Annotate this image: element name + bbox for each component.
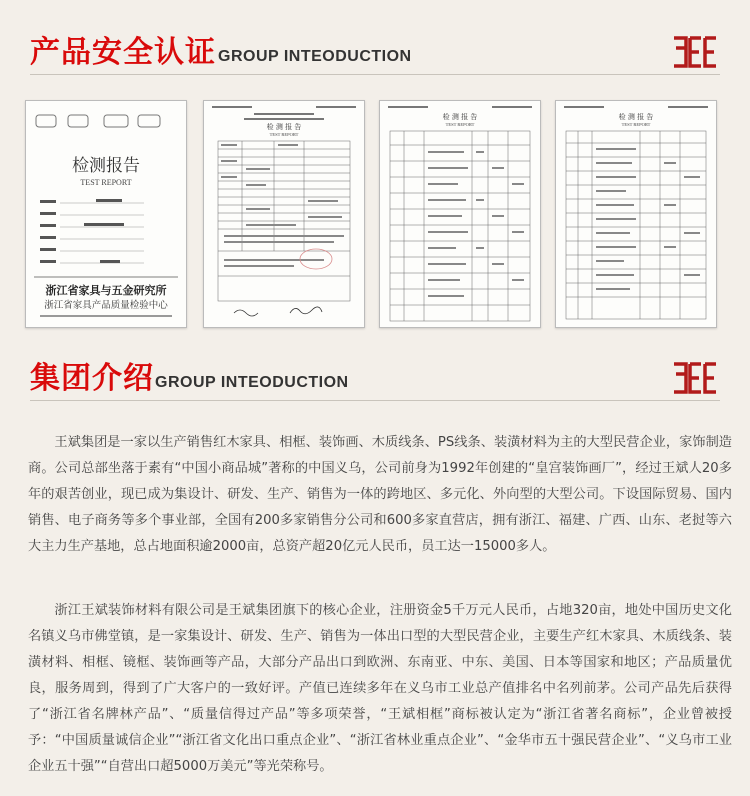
cover-center: 浙江省家具产品质量检验中心 bbox=[44, 300, 168, 311]
intro-paragraph-1: 王斌集团是一家以生产销售红木家具、相框、装饰画、木质线条、PS线条、装潢材料为主的大型民营企业，家饰制造商。公司总部坐落于素有“中国小商品城”著称的中国义乌，公司前身为1992年创建的“皇宫装饰画厂”，经过王斌人20多年的艰苦创业，现已成为集设计、研发、生产、销售为一体的跨地区、多元化、外向型的大型公司。下设国际贸易、国内销售、电子商务等多个事业部，全国有200多家销售分公司和600多家直营店，拥有浙江、福建、广西、山东、老挝等六大主力生产基地，总占地面积逾2000亩，总资产超20亿元人民币，员工达一15000多人。 bbox=[28, 435, 732, 554]
section-divider bbox=[30, 74, 720, 75]
brand-logo-icon bbox=[672, 360, 718, 396]
page-2-title-en: TEST REPORT bbox=[269, 132, 299, 137]
certificate-cover-graphic bbox=[26, 101, 186, 327]
section-title-cn: 产品安全认证 bbox=[30, 35, 216, 70]
certificate-cover[interactable] bbox=[25, 100, 187, 328]
section-divider bbox=[30, 400, 720, 401]
intro-paragraph-2: 浙江王斌装饰材料有限公司是王斌集团旗下的核心企业，注册资金5千万元人民币，占地320亩，地处中国历史文化名镇义乌市佛堂镇，是一家集设计、研发、生产、销售为一体出口型的大型民营企业，主要生产红木家具、木质线条、装潢材料、相框、镜框、装饰画等产品，大部分产品出口到欧洲、东南亚、中东、美国、日本等国家和地区；产品质量优良，服务周到，得到了广大客户的一致好评。产值已连续多年在义乌市工业总产值排名中名列前茅。公司产品先后获得了“浙江省名牌林产品”、“质量信得过产品”等多项荣誉，“王斌相框”商标被认定为“浙江省著名商标”，企业曾被授予：“中国质量诚信企业”“浙江省文化出口重点企业”、“浙江省林业重点企业”、“金华市五十强民营企业”、“义乌市工业企业五十强”“自营出口超5000万美元”等光荣称号。 bbox=[28, 603, 732, 774]
section-header-group-intro bbox=[0, 356, 750, 406]
page-4-title-en: TEST REPORT bbox=[621, 122, 651, 127]
certificate-gallery bbox=[25, 100, 725, 330]
cover-institute: 浙江省家具与五金研究所 bbox=[45, 284, 167, 297]
cover-title-en: TEST REPORT bbox=[80, 178, 132, 187]
brand-logo-icon bbox=[672, 34, 718, 70]
page-4-title-cn: 检 测 报 告 bbox=[618, 113, 654, 121]
page-3-title-cn: 检 测 报 告 bbox=[442, 113, 478, 121]
section-title-en: GROUP INTEODUCTION bbox=[155, 374, 349, 391]
section-title-cn: 集团介绍 bbox=[30, 361, 154, 396]
certificate-page-2-graphic bbox=[204, 101, 364, 327]
cover-title-cn: 检测报告 bbox=[72, 156, 140, 176]
page-3-title-en: TEST REPORT bbox=[445, 122, 475, 127]
page-2-title-cn: 检 测 报 告 bbox=[266, 123, 302, 131]
certificate-page-2[interactable] bbox=[203, 100, 365, 328]
certificate-page-4-graphic bbox=[556, 101, 716, 327]
section-header-certification bbox=[0, 30, 750, 80]
certificate-page-3-graphic bbox=[380, 101, 540, 327]
certificate-page-3[interactable] bbox=[379, 100, 541, 328]
section-title-en: GROUP INTEODUCTION bbox=[218, 48, 412, 65]
certificate-page-4[interactable] bbox=[555, 100, 717, 328]
